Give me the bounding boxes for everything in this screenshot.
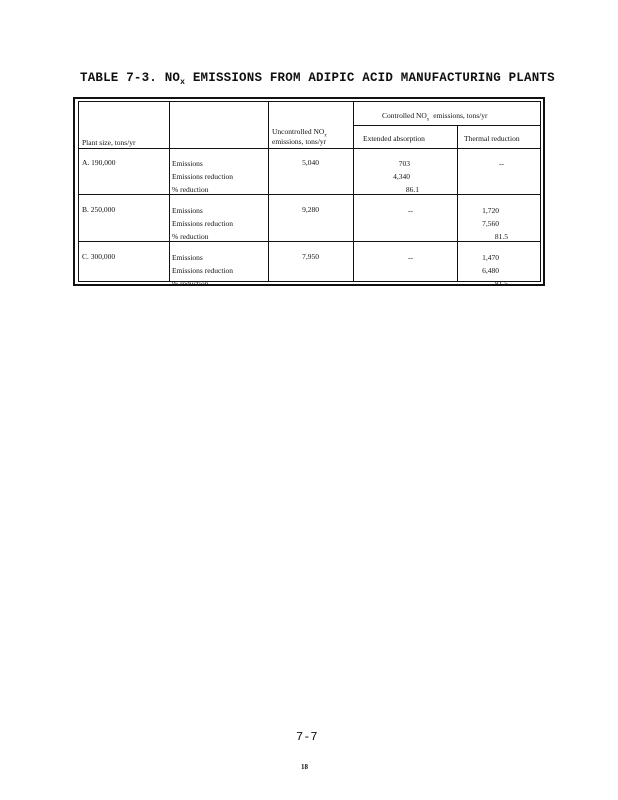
header-bottom-line bbox=[79, 148, 540, 149]
table-title bbox=[80, 71, 560, 87]
row-b-thermal-percent: 81.5 bbox=[494, 232, 508, 241]
row-c-label-reduction: Emissions reduction bbox=[172, 266, 234, 275]
col-divider-1 bbox=[169, 102, 170, 281]
row-divider-1 bbox=[79, 194, 540, 195]
row-b-extended-emissions: -- bbox=[408, 206, 413, 215]
header-uncontrolled-text: Uncontrolled NO bbox=[272, 127, 325, 136]
header-thermal-reduction: Thermal reduction bbox=[464, 134, 520, 143]
header-controlled-line bbox=[382, 111, 487, 125]
header-controlled-sub: x bbox=[426, 117, 430, 123]
table-inner-border bbox=[78, 101, 541, 288]
row-c-label-emissions: Emissions bbox=[172, 253, 203, 262]
row-a-extended-reduction: 4,340 bbox=[393, 172, 410, 181]
col-divider-3 bbox=[353, 102, 354, 281]
emissions-table bbox=[73, 97, 545, 286]
header-plant-size: Plant size, tons/yr bbox=[82, 138, 136, 147]
row-a-uncontrolled: 5,040 bbox=[302, 158, 319, 167]
col-divider-2 bbox=[268, 102, 269, 281]
title-rest: EMISSIONS FROM ADIPIC ACID MANUFACTURING PLANTS bbox=[185, 71, 555, 85]
row-c-extended-emissions: -- bbox=[408, 253, 413, 262]
row-c-thermal-reduction: 6,480 bbox=[482, 266, 499, 275]
row-a-extended-emissions: 703 bbox=[398, 159, 410, 168]
footer-number: 18 bbox=[301, 763, 308, 771]
row-b-label-emissions: Emissions bbox=[172, 206, 203, 215]
header-controlled-text-2: emissions, tons/yr bbox=[433, 111, 488, 120]
header-uncontrolled-sub: x bbox=[324, 133, 327, 139]
row-b-thermal-emissions: 1,720 bbox=[482, 206, 499, 215]
row-b-label-percent: % reduction bbox=[172, 232, 209, 241]
page-number: 7-7 bbox=[296, 730, 318, 744]
row-divider-2 bbox=[79, 241, 540, 242]
controlled-subheader-line bbox=[353, 125, 540, 126]
row-c-plant: C. 300,000 bbox=[82, 252, 116, 261]
header-uncontrolled-line2: emissions, tons/yr bbox=[272, 137, 327, 146]
header-extended-absorption: Extended absorption bbox=[363, 134, 425, 143]
row-c-thermal-percent: 81.5 bbox=[494, 279, 508, 288]
title-prefix: TABLE 7-3. NO bbox=[80, 71, 181, 85]
row-a-thermal-emissions: -- bbox=[499, 159, 504, 168]
row-b-uncontrolled: 9,280 bbox=[302, 205, 319, 214]
row-a-label-percent: % reduction bbox=[172, 185, 209, 194]
title-subscript: x bbox=[180, 78, 186, 87]
row-b-plant: B. 250,000 bbox=[82, 205, 116, 214]
row-b-thermal-reduction: 7,560 bbox=[482, 219, 499, 228]
row-a-label-reduction: Emissions reduction bbox=[172, 172, 234, 181]
row-c-label-percent: % reduction bbox=[172, 279, 209, 288]
header-controlled-text: Controlled NO bbox=[382, 111, 427, 120]
row-c-thermal-emissions: 1,470 bbox=[482, 253, 499, 262]
row-c-uncontrolled: 7,950 bbox=[302, 252, 319, 261]
row-a-extended-percent: 86.1 bbox=[405, 185, 419, 194]
row-a-label-emissions: Emissions bbox=[172, 159, 203, 168]
row-a-plant: A. 190,000 bbox=[82, 158, 116, 167]
row-b-label-reduction: Emissions reduction bbox=[172, 219, 234, 228]
